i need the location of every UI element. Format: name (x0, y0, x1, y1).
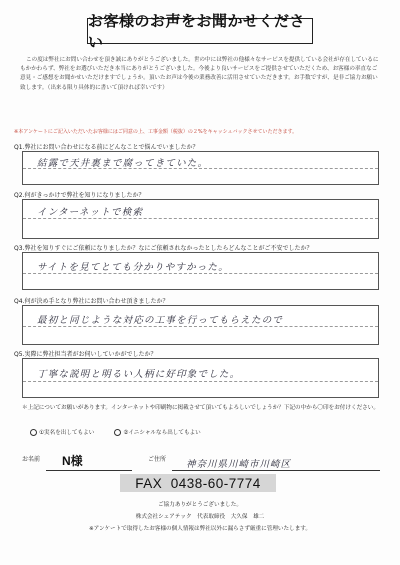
answer-2-text: インターネットで検索 (37, 207, 144, 218)
consent-options (30, 428, 201, 436)
ruled-line (23, 218, 378, 219)
answer-4-text: 最初と同じような対応の工事を行ってもらえたので (37, 315, 284, 326)
answer-1-text: 結露で天井裏まで腐ってきていた。 (37, 158, 209, 169)
answer-box-1 (22, 151, 379, 185)
question-4-label: Q4.何が決め手となり弊社にお問い合わせ頂きましたか？ (14, 298, 169, 305)
question-2-label: Q2.何がきっかけで弊社を知りになりましたか？ (14, 192, 145, 199)
thanks-text: ご協力ありがとうございました。 (158, 502, 242, 508)
question-5-label: Q5.実際に弊社担当者がお伺いしていかがでしたか？ (14, 351, 157, 358)
consent-question: ＊上記についてお願いがあります。インターネットや印刷物に掲載させて頂いてもよろしいでしょうか？下記の中から〇印をお付けください。 (22, 405, 379, 411)
cashback-note: ※本アンケートにご記入いただいたお客様にはご同意の上、工事金額（税抜）の２%をキャッシュバックさせていただきます。 (14, 129, 298, 135)
consent-option-real-name[interactable] (30, 428, 94, 436)
intro-paragraph (20, 56, 382, 93)
radio-circle-icon[interactable] (114, 429, 121, 436)
intro-text: この度は弊社にお問い合わせを頂き誠にありがとうございました。世の中には弊社の他様々なサービスを提供している会社が存在しているにもかかわらず、弊社をお選びいただき本当にありがとうございました。今後より良いサービスをご提供させていただくため、お客様の率直なご意見・ご感想をお聞かせいただけますでしょうか。頂いたお声は今後の業務改善に活用させていただきます。お手数ですが、是非ご協力お願い致します。（出来る限り具体的に書いて頂ければ幸いです） (20, 57, 379, 91)
name-underline (46, 470, 132, 471)
radio-circle-icon[interactable] (30, 429, 37, 436)
consent-option-initials[interactable] (114, 428, 200, 436)
ruled-line (23, 326, 378, 327)
address-underline (172, 470, 380, 471)
address-label: ご住所 (148, 456, 167, 463)
answer-box-3 (22, 252, 379, 290)
answer-3-text: サイトを見てとても分かりやすかった。 (37, 262, 229, 273)
company-signature: 株式会社シェアテック 代表取締役 大久保 雄二 (135, 514, 265, 520)
customer-name: N様 (62, 454, 83, 468)
name-label: お名前 (22, 456, 41, 463)
answer-box-5 (22, 358, 379, 398)
customer-address: 神奈川県川崎市川崎区 (186, 459, 292, 470)
consent-option-1-label: ①実名を出してもよい (39, 430, 95, 436)
answer-box-4 (22, 305, 379, 345)
fax-number-banner (120, 474, 276, 492)
question-3-label: Q3.弊社を知りすぐにご依頼になりましたか？なにご依頼されなかったとしたらどんなことがご不安でしたか？ (14, 245, 313, 252)
answer-5-text: 丁寧な説明と明るい人柄に好印象でした。 (37, 369, 241, 380)
fax-label: FAX (135, 475, 163, 491)
consent-option-2-label: ②イニシャルなら出してもよい (123, 430, 201, 436)
customer-info-row (22, 450, 380, 472)
ruled-line (23, 381, 378, 382)
fax-number: 0438-60-7774 (170, 475, 261, 491)
ruled-line (23, 273, 378, 274)
privacy-note: ※アンケートで取得したお客様の個人情報は弊社以外に漏らさず厳重に管理いたします。 (88, 526, 312, 532)
page-title: お客様のお声をお聞かせください (87, 18, 313, 44)
question-1-label: Q1.弊社にお問い合わせになる前にどんなことで悩んでいましたか？ (14, 144, 199, 151)
answer-box-2 (22, 199, 379, 239)
